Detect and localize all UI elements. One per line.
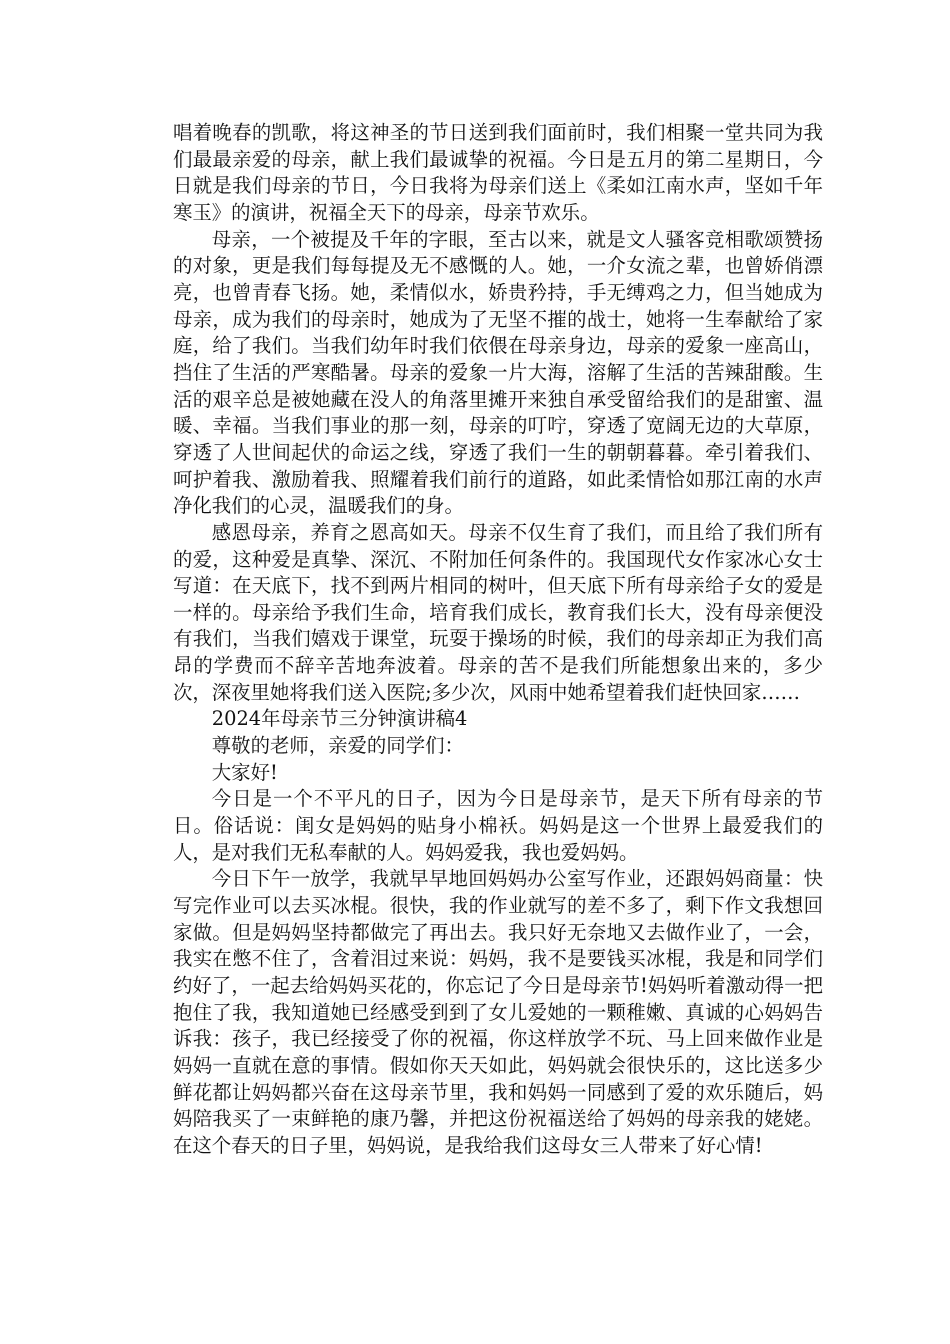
paragraph-gratitude: 感恩母亲，养育之恩高如天。母亲不仅生育了我们，而且给了我们所有的爱，这种爱是真挚、深沉、不附加任何条件的。我国现代女作家冰心女士写道：在天底下，找不到两片相同的树叶，但天底下所有母亲给子女的爱是一样的。母亲给予我们生命，培育我们成长，教育我们长大，没有母亲便没有我们，当我们嬉戏于课堂，玩耍于操场的时候，我们的母亲却正为我们高昂的学费而不辞辛苦地奔波着。母亲的苦不是我们所能想象出来的，多少次，深夜里她将我们送入医院;多少次，风雨中她希望着我们赶快回家…… (173, 520, 823, 704)
document-body (173, 120, 823, 1160)
paragraph-intro-continuation: 唱着晚春的凯歌，将这神圣的节日送到我们面前时，我们相聚一堂共同为我们最最亲爱的母亲，献上我们最诚挚的祝福。今日是五月的第二星期日，今日就是我们母亲的节日，今日我将为母亲们送上《柔如江南水声，坚如千年寒玉》的演讲，祝福全天下的母亲，母亲节欢乐。 (173, 121, 823, 224)
salutation: 尊敬的老师，亲爱的同学们： (211, 734, 464, 758)
paragraph-mothers-day: 今日是一个不平凡的日子，因为今日是母亲节，是天下所有母亲的节日。俗话说：闺女是妈妈的贴身小棉袄。妈妈是这一个世界上最爱我们的人，是对我们无私奉献的人。妈妈爱我，我也爱妈妈。 (173, 787, 823, 864)
paragraph-mother-praise: 母亲，一个被提及千年的字眼，至古以来，就是文人骚客竞相歌颂赞扬的对象，更是我们每每提及无不感慨的人。她，一介女流之辈，也曾娇俏漂亮，也曾青春飞扬。她，柔情似水，娇贵矜持，手无缚鸡之力，但当她成为母亲，成为我们的母亲时，她成为了无坚不摧的战士，她将一生奉献给了家庭，给了我们。当我们幼年时我们依偎在母亲身边，母亲的爱象一座高山，挡住了生活的严寒酷暑。母亲的爱象一片大海，溶解了生活的苦辣甜酸。生活的艰辛总是被她藏在没人的角落里摊开来独自承受留给我们的是甜蜜、温暖、幸福。当我们事业的那一刻，母亲的叮咛，穿透了宽阔无边的大草原，穿透了人世间起伏的命运之线，穿透了我们一生的朝朝暮暮。牵引着我们、呵护着我、激励着我、照耀着我们前行的道路，如此柔情恰如那江南的水声净化我们的心灵，温暖我们的身。 (173, 227, 823, 518)
speech-title: 2024年母亲节三分钟演讲稿4 (211, 707, 468, 731)
greeting: 大家好! (211, 760, 278, 784)
paragraph-afternoon-story: 今日下午一放学，我就早早地回妈妈办公室写作业，还跟妈妈商量：快写完作业可以去买冰棍。很快，我的作业就写的差不多了，剩下作文我想回家做。但是妈妈坚持都做完了再出去。我只好无奈地又去做作业了，一会，我实在憋不住了，含着泪过来说：妈妈，我不是要钱买冰棍，我是和同学们约好了，一起去给妈妈买花的，你忘记了今日是母亲节!妈妈听着激动得一把抱住了我，我知道她已经感受到到了女儿爱她的一颗稚嫩、真诚的心妈妈告诉我：孩子，我已经接受了你的祝福，你这样放学不玩、马上回来做作业是妈妈一直就在意的事情。假如你天天如此，妈妈就会很快乐的，这比送多少鲜花都让妈妈都兴奋在这母亲节里，我和妈妈一同感到了爱的欢乐随后，妈妈陪我买了一束鲜艳的康乃馨，并把这份祝福送给了妈妈的母亲我的姥姥。在这个春天的日子里，妈妈说，是我给我们这母女三人带来了好心情! (173, 867, 823, 1157)
